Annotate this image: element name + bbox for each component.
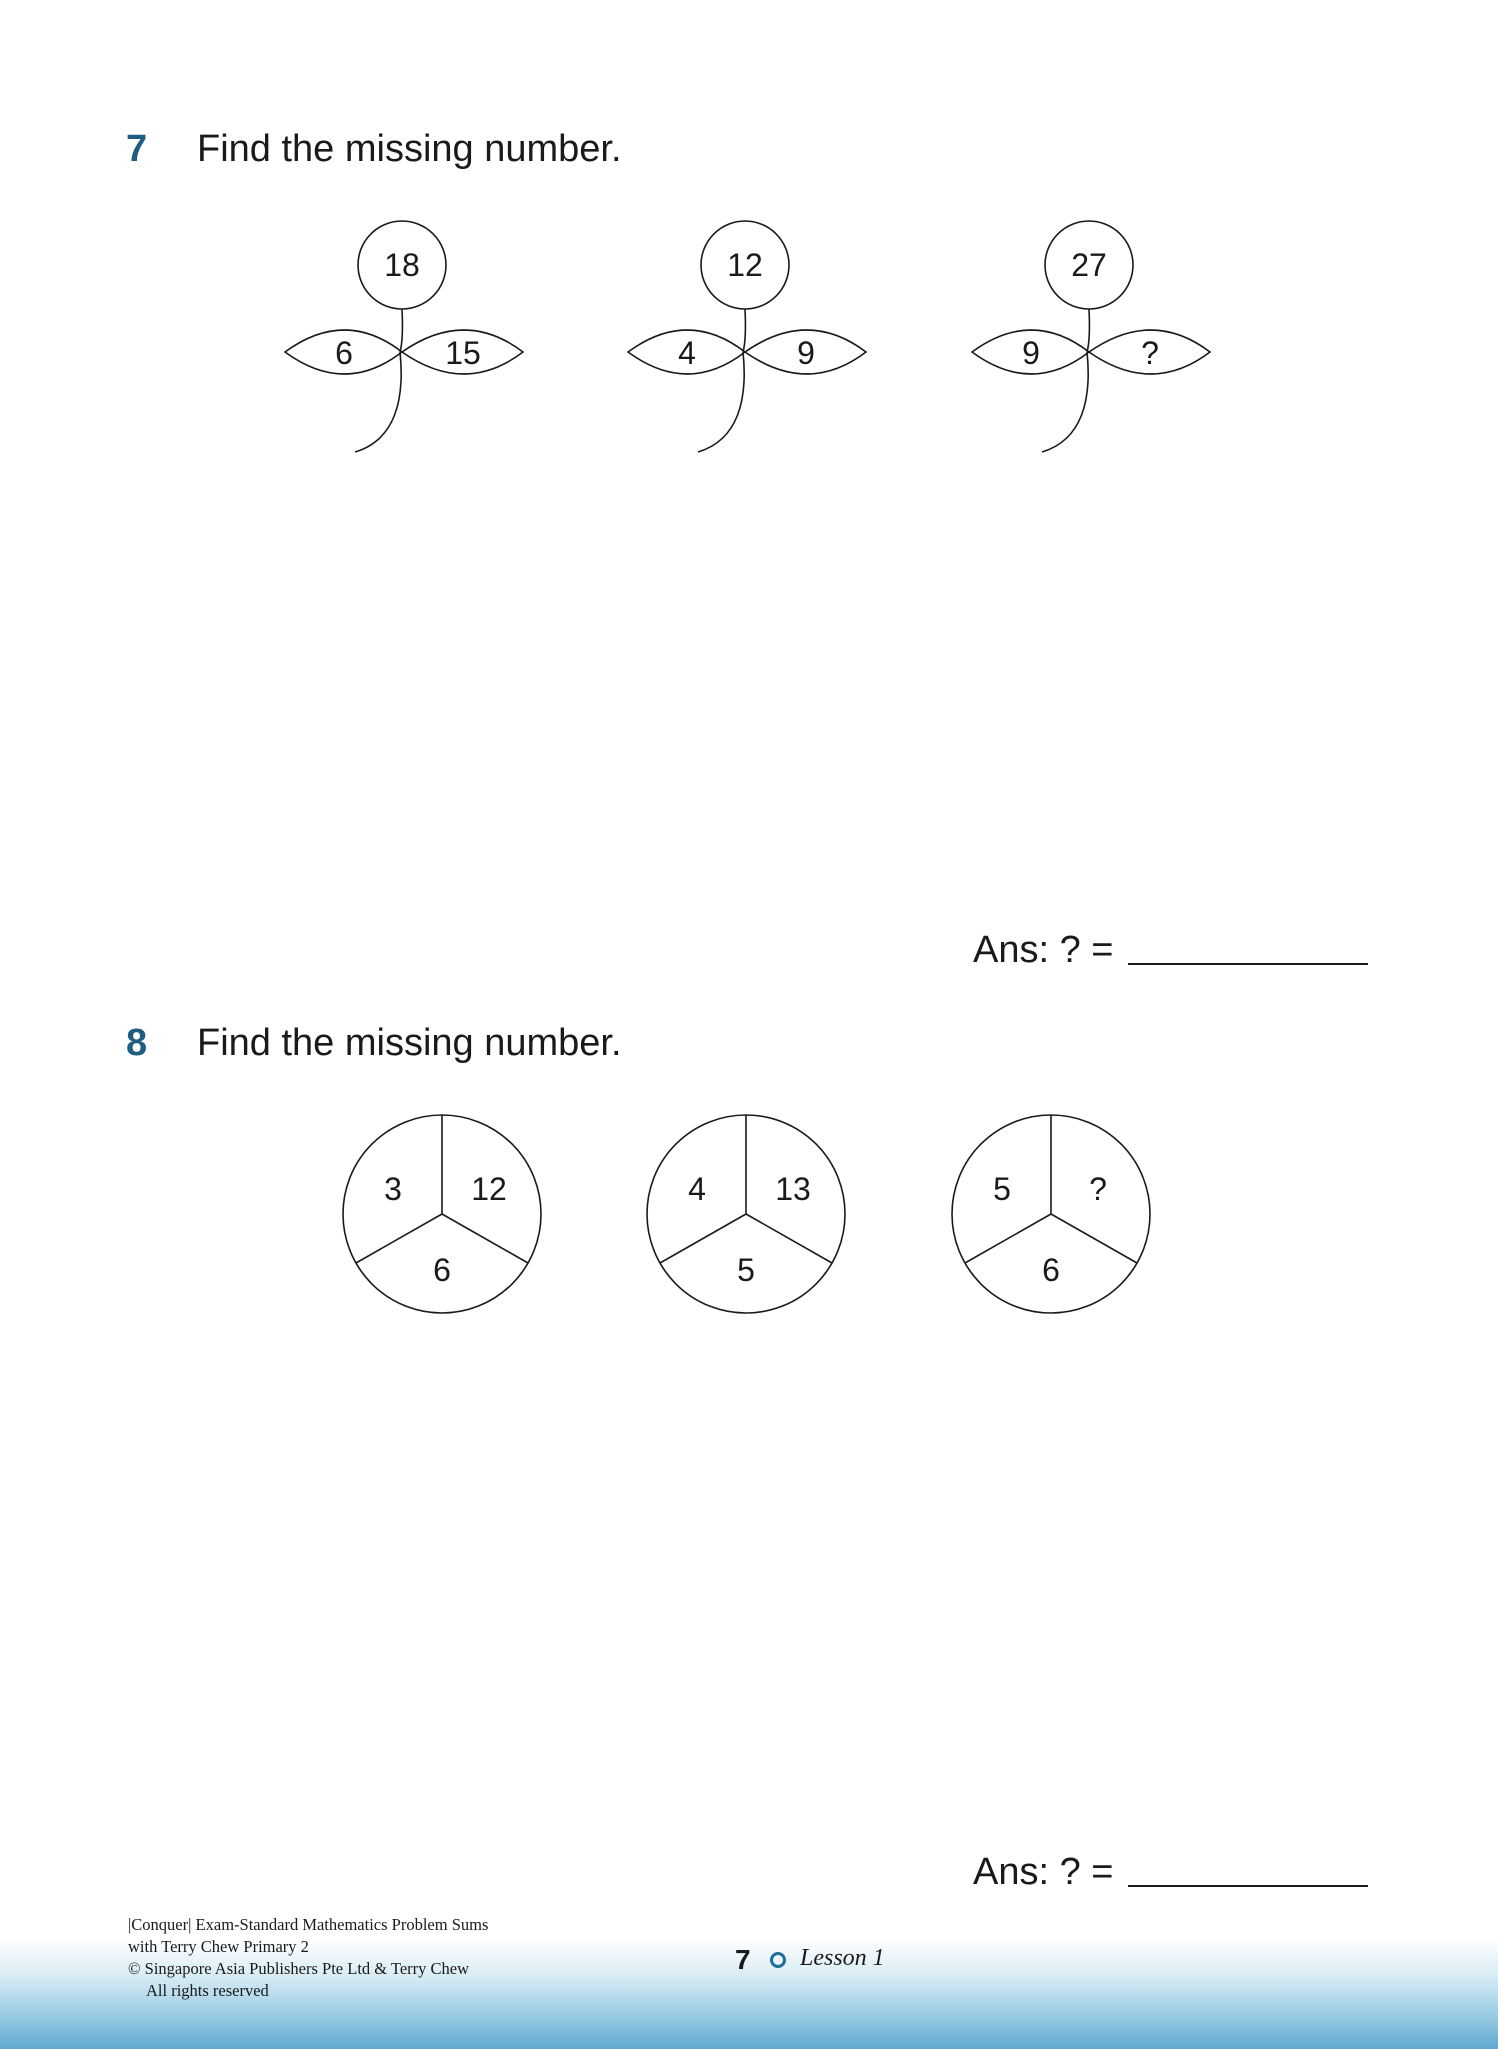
flower-1-left-value: 6 (335, 335, 353, 371)
page-number: 7 (735, 1944, 751, 1975)
circle-2-top-left-value: 4 (688, 1171, 706, 1207)
footer-credits (128, 1914, 488, 2002)
question-8-answer-blank[interactable] (1128, 1885, 1368, 1887)
flower-2-left-value: 4 (678, 335, 696, 371)
circle-figure-2 (647, 1115, 845, 1313)
flower-1-right-value: 15 (445, 335, 481, 371)
flower-3-left-value: 9 (1022, 335, 1040, 371)
credit-line-1: |Conquer| Exam-Standard Mathematics Problem Sums (128, 1915, 489, 1934)
flower-1-top-value: 18 (384, 247, 420, 283)
flower-3-right-value: ? (1141, 335, 1159, 371)
circle-1-top-left-value: 3 (384, 1171, 402, 1207)
credit-line-3: © Singapore Asia Publishers Pte Ltd & Terry Chew (128, 1959, 470, 1978)
flower-2-right-value: 9 (797, 335, 815, 371)
circle-2-bottom-value: 5 (737, 1252, 755, 1288)
circle-figure-1 (343, 1115, 541, 1313)
circle-3-top-left-value: 5 (993, 1171, 1011, 1207)
flower-2-top-value: 12 (727, 247, 763, 283)
question-8-answer-label: Ans: ? = (973, 1851, 1114, 1893)
question-7-number: 7 (126, 128, 148, 170)
lesson-label: Lesson 1 (800, 1945, 885, 1971)
circle-1-bottom-value: 6 (433, 1252, 451, 1288)
circle-2-top-right-value: 13 (775, 1171, 811, 1207)
circle-3-bottom-value: 6 (1042, 1252, 1060, 1288)
ring-bullet-icon (770, 1952, 786, 1968)
circle-3-top-right-value: ? (1089, 1171, 1107, 1207)
flower-3-top-value: 27 (1071, 247, 1107, 283)
credit-line-4: All rights reserved (146, 1981, 269, 2000)
circle-1-top-right-value: 12 (471, 1171, 507, 1207)
question-7-instruction: Find the missing number. (197, 128, 622, 170)
circle-figure-3 (952, 1115, 1150, 1313)
question-8-number: 8 (126, 1022, 148, 1064)
credit-line-2: with Terry Chew Primary 2 (128, 1937, 309, 1956)
question-8-instruction: Find the missing number. (197, 1022, 622, 1064)
question-7-answer-label: Ans: ? = (973, 929, 1114, 971)
